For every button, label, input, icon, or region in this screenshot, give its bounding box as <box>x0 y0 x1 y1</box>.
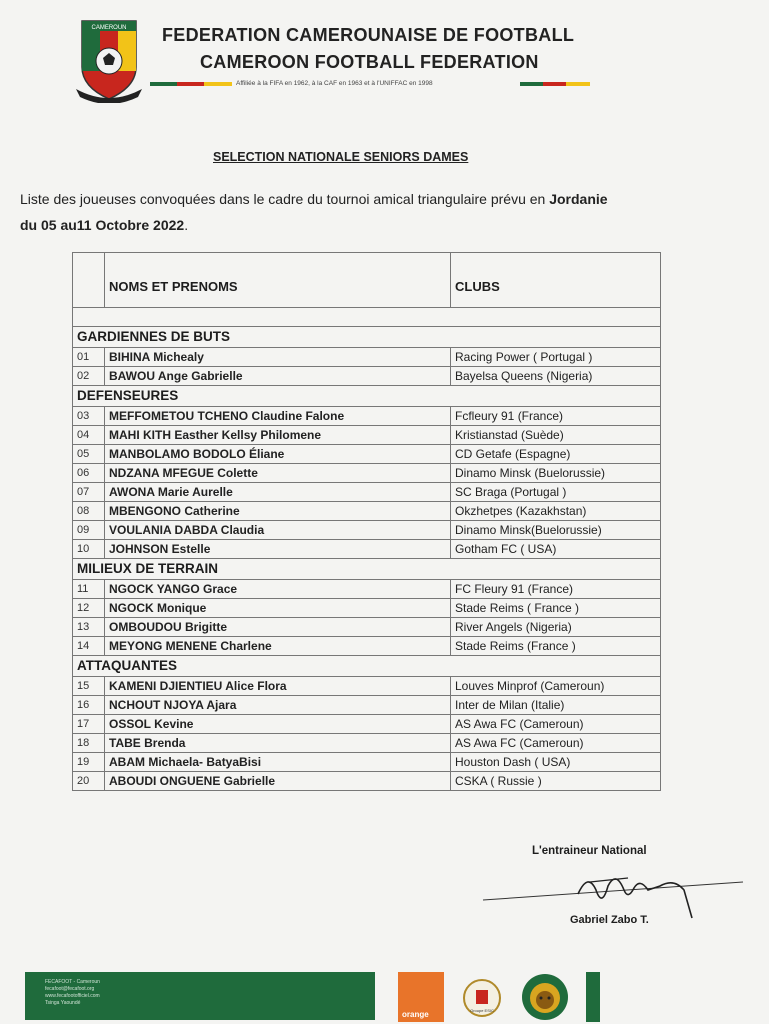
player-name: MEYONG MENENE Charlene <box>105 637 451 656</box>
footer-line: www.fecafootofficiel.com <box>45 993 100 999</box>
player-number: 16 <box>73 696 105 715</box>
player-number: 20 <box>73 772 105 791</box>
footer-line: fecafoot@fecafoot.org <box>45 986 95 992</box>
document-title: SELECTION NATIONALE SENIORS DAMES <box>213 150 469 164</box>
player-club: Kristianstad (Suède) <box>451 426 661 445</box>
sponsor-seal-icon <box>462 978 502 1018</box>
federation-name-fr: FEDERATION CAMEROUNAISE DE FOOTBALL <box>162 25 575 45</box>
intro-dates: du 05 au11 Octobre 2022 <box>20 217 185 233</box>
table-row <box>73 637 661 656</box>
header-number-cell <box>73 253 105 308</box>
table-row <box>73 502 661 521</box>
squad-table <box>72 252 661 791</box>
table-row <box>73 464 661 483</box>
section-title: GARDIENNES DE BUTS <box>73 327 661 348</box>
player-number: 08 <box>73 502 105 521</box>
section-title: DEFENSEURES <box>73 386 661 407</box>
player-number: 15 <box>73 677 105 696</box>
player-name: AWONA Marie Aurelle <box>105 483 451 502</box>
player-number: 03 <box>73 407 105 426</box>
section-row <box>73 559 661 580</box>
player-name: MEFFOMETOU TCHENO Claudine Falone <box>105 407 451 426</box>
table-row <box>73 599 661 618</box>
player-number: 18 <box>73 734 105 753</box>
section-title: ATTAQUANTES <box>73 656 661 677</box>
orange-sponsor-label: orange <box>402 1010 429 1019</box>
table-spacer-row <box>73 308 661 327</box>
player-number: 19 <box>73 753 105 772</box>
player-name: TABE Brenda <box>105 734 451 753</box>
table-row <box>73 696 661 715</box>
section-row <box>73 386 661 407</box>
player-number: 04 <box>73 426 105 445</box>
player-number: 13 <box>73 618 105 637</box>
footer-contact <box>45 979 100 1007</box>
table-row <box>73 367 661 386</box>
player-club: Houston Dash ( USA) <box>451 753 661 772</box>
player-number: 10 <box>73 540 105 559</box>
seal-text: Groupe ESIC <box>470 1008 494 1013</box>
section-row <box>73 327 661 348</box>
table-row <box>73 426 661 445</box>
player-club: Racing Power ( Portugal ) <box>451 348 661 367</box>
coach-title: L'entraineur National <box>532 845 647 857</box>
intro-country: Jordanie <box>549 191 608 207</box>
player-name: BAWOU Ange Gabrielle <box>105 367 451 386</box>
player-name: NCHOUT NJOYA Ajara <box>105 696 451 715</box>
table-row <box>73 715 661 734</box>
fecafoot-logo <box>74 17 144 103</box>
lion-emblem-icon <box>520 972 570 1022</box>
section-title: MILIEUX DE TERRAIN <box>73 559 661 580</box>
player-club: Fcfleury 91 (France) <box>451 407 661 426</box>
spacer-cell <box>73 308 661 327</box>
squad-table-body <box>73 308 661 791</box>
footer-line: Tsinga Yaoundé <box>45 1000 81 1006</box>
flag-bar-left <box>150 82 232 86</box>
player-club: River Angels (Nigeria) <box>451 618 661 637</box>
player-name: MBENGONO Catherine <box>105 502 451 521</box>
table-row <box>73 445 661 464</box>
player-club: Bayelsa Queens (Nigeria) <box>451 367 661 386</box>
player-name: KAMENI DJIENTIEU Alice Flora <box>105 677 451 696</box>
player-club: Dinamo Minsk (Buelorussie) <box>451 464 661 483</box>
player-number: 12 <box>73 599 105 618</box>
player-number: 11 <box>73 580 105 599</box>
player-number: 02 <box>73 367 105 386</box>
player-name: NDZANA MFEGUE Colette <box>105 464 451 483</box>
player-number: 09 <box>73 521 105 540</box>
player-name: ABAM Michaela- BatyaBisi <box>105 753 451 772</box>
table-row <box>73 618 661 637</box>
player-name: OMBOUDOU Brigitte <box>105 618 451 637</box>
player-number: 17 <box>73 715 105 734</box>
table-row <box>73 540 661 559</box>
intro-text: Liste des joueuses convoquées dans le cadre du tournoi amical triangulaire prévu en <box>20 191 550 207</box>
table-row <box>73 407 661 426</box>
table-row <box>73 348 661 367</box>
player-number: 14 <box>73 637 105 656</box>
player-club: Gotham FC ( USA) <box>451 540 661 559</box>
coach-name: Gabriel Zabo T. <box>570 914 649 926</box>
footer-line: FECAFOOT - Cameroun <box>45 979 100 985</box>
player-name: NGOCK YANGO Grace <box>105 580 451 599</box>
player-club: FC Fleury 91 (France) <box>451 580 661 599</box>
player-name: VOULANIA DABDA Claudia <box>105 521 451 540</box>
table-row <box>73 580 661 599</box>
player-name: MAHI KITH Easther Kellsy Philomene <box>105 426 451 445</box>
player-number: 06 <box>73 464 105 483</box>
footer-stripe <box>586 972 600 1022</box>
intro-end: . <box>184 217 189 233</box>
affiliation-text: Affiliée à la FIFA en 1962, à la CAF en 1963 et à l'UNIFFAC en 1998 <box>236 80 433 87</box>
player-number: 07 <box>73 483 105 502</box>
player-club: AS Awa FC (Cameroun) <box>451 734 661 753</box>
table-header-row <box>73 253 661 308</box>
player-name: NGOCK Monique <box>105 599 451 618</box>
section-row <box>73 656 661 677</box>
player-club: Stade Reims (France ) <box>451 637 661 656</box>
table-row <box>73 677 661 696</box>
intro-paragraph <box>20 186 745 238</box>
federation-name-en: CAMEROON FOOTBALL FEDERATION <box>200 52 539 72</box>
player-number: 05 <box>73 445 105 464</box>
header-club: CLUBS <box>451 253 661 308</box>
player-club: Louves Minprof (Cameroun) <box>451 677 661 696</box>
logo-text: CAMEROUN <box>91 25 127 31</box>
header-name: NOMS ET PRENOMS <box>105 253 451 308</box>
player-number: 01 <box>73 348 105 367</box>
table-row <box>73 753 661 772</box>
player-name: MANBOLAMO BODOLO Éliane <box>105 445 451 464</box>
player-club: Stade Reims ( France ) <box>451 599 661 618</box>
player-club: SC Braga (Portugal ) <box>451 483 661 502</box>
player-club: Inter de Milan (Italie) <box>451 696 661 715</box>
player-name: ABOUDI ONGUENE Gabrielle <box>105 772 451 791</box>
player-name: OSSOL Kevine <box>105 715 451 734</box>
player-club: Dinamo Minsk(Buelorussie) <box>451 521 661 540</box>
table-row <box>73 483 661 502</box>
player-club: CSKA ( Russie ) <box>451 772 661 791</box>
table-row <box>73 521 661 540</box>
table-row <box>73 734 661 753</box>
flag-bar-right <box>520 82 590 86</box>
table-row <box>73 772 661 791</box>
player-name: BIHINA Michealy <box>105 348 451 367</box>
player-club: AS Awa FC (Cameroun) <box>451 715 661 734</box>
player-name: JOHNSON Estelle <box>105 540 451 559</box>
player-club: CD Getafe (Espagne) <box>451 445 661 464</box>
player-club: Okzhetpes (Kazakhstan) <box>451 502 661 521</box>
